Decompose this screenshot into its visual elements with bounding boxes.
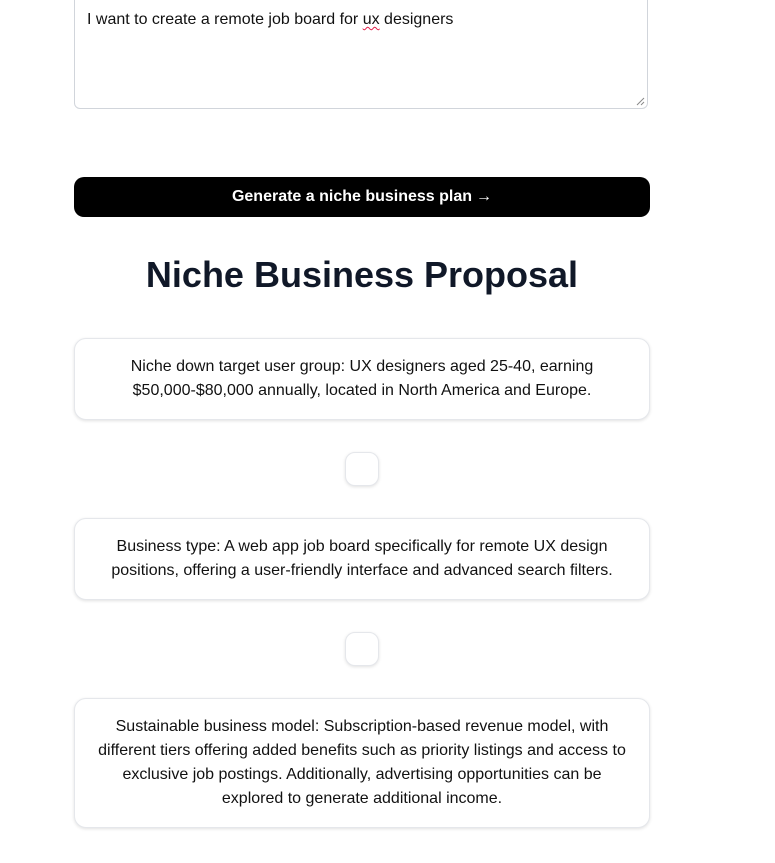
resize-handle-icon[interactable] xyxy=(636,97,645,106)
arrow-right-icon: → xyxy=(476,188,493,205)
prompt-textarea[interactable] xyxy=(74,0,648,109)
proposal-card-business-model: Sustainable business model: Subscription-based revenue model, with different tiers offering added benefits such as priority listings and access to exclusive job postings. Additionally, advertising opportunities can be explored to generate additional income. xyxy=(74,698,650,828)
proposal-card-target-user-group: Niche down target user group: UX designers aged 25-40, earning $50,000-$80,000 annually, located in North America and Europe. xyxy=(74,338,650,420)
generate-plan-button-label: Generate a niche business plan xyxy=(231,188,473,205)
proposal-card-business-type: Business type: A web app job board specifically for remote UX design positions, offering a user-friendly interface and advanced search filters. xyxy=(74,518,650,600)
prompt-text-end: designers xyxy=(379,11,454,28)
connector-box xyxy=(345,632,379,666)
prompt-text xyxy=(87,11,453,29)
generate-plan-button[interactable] xyxy=(74,177,650,217)
prompt-text-start: I want to create a remote job board for xyxy=(87,11,363,28)
page-title: Niche Business Proposal xyxy=(145,254,579,295)
misspelled-word: ux xyxy=(362,11,380,28)
connector-box xyxy=(345,452,379,486)
